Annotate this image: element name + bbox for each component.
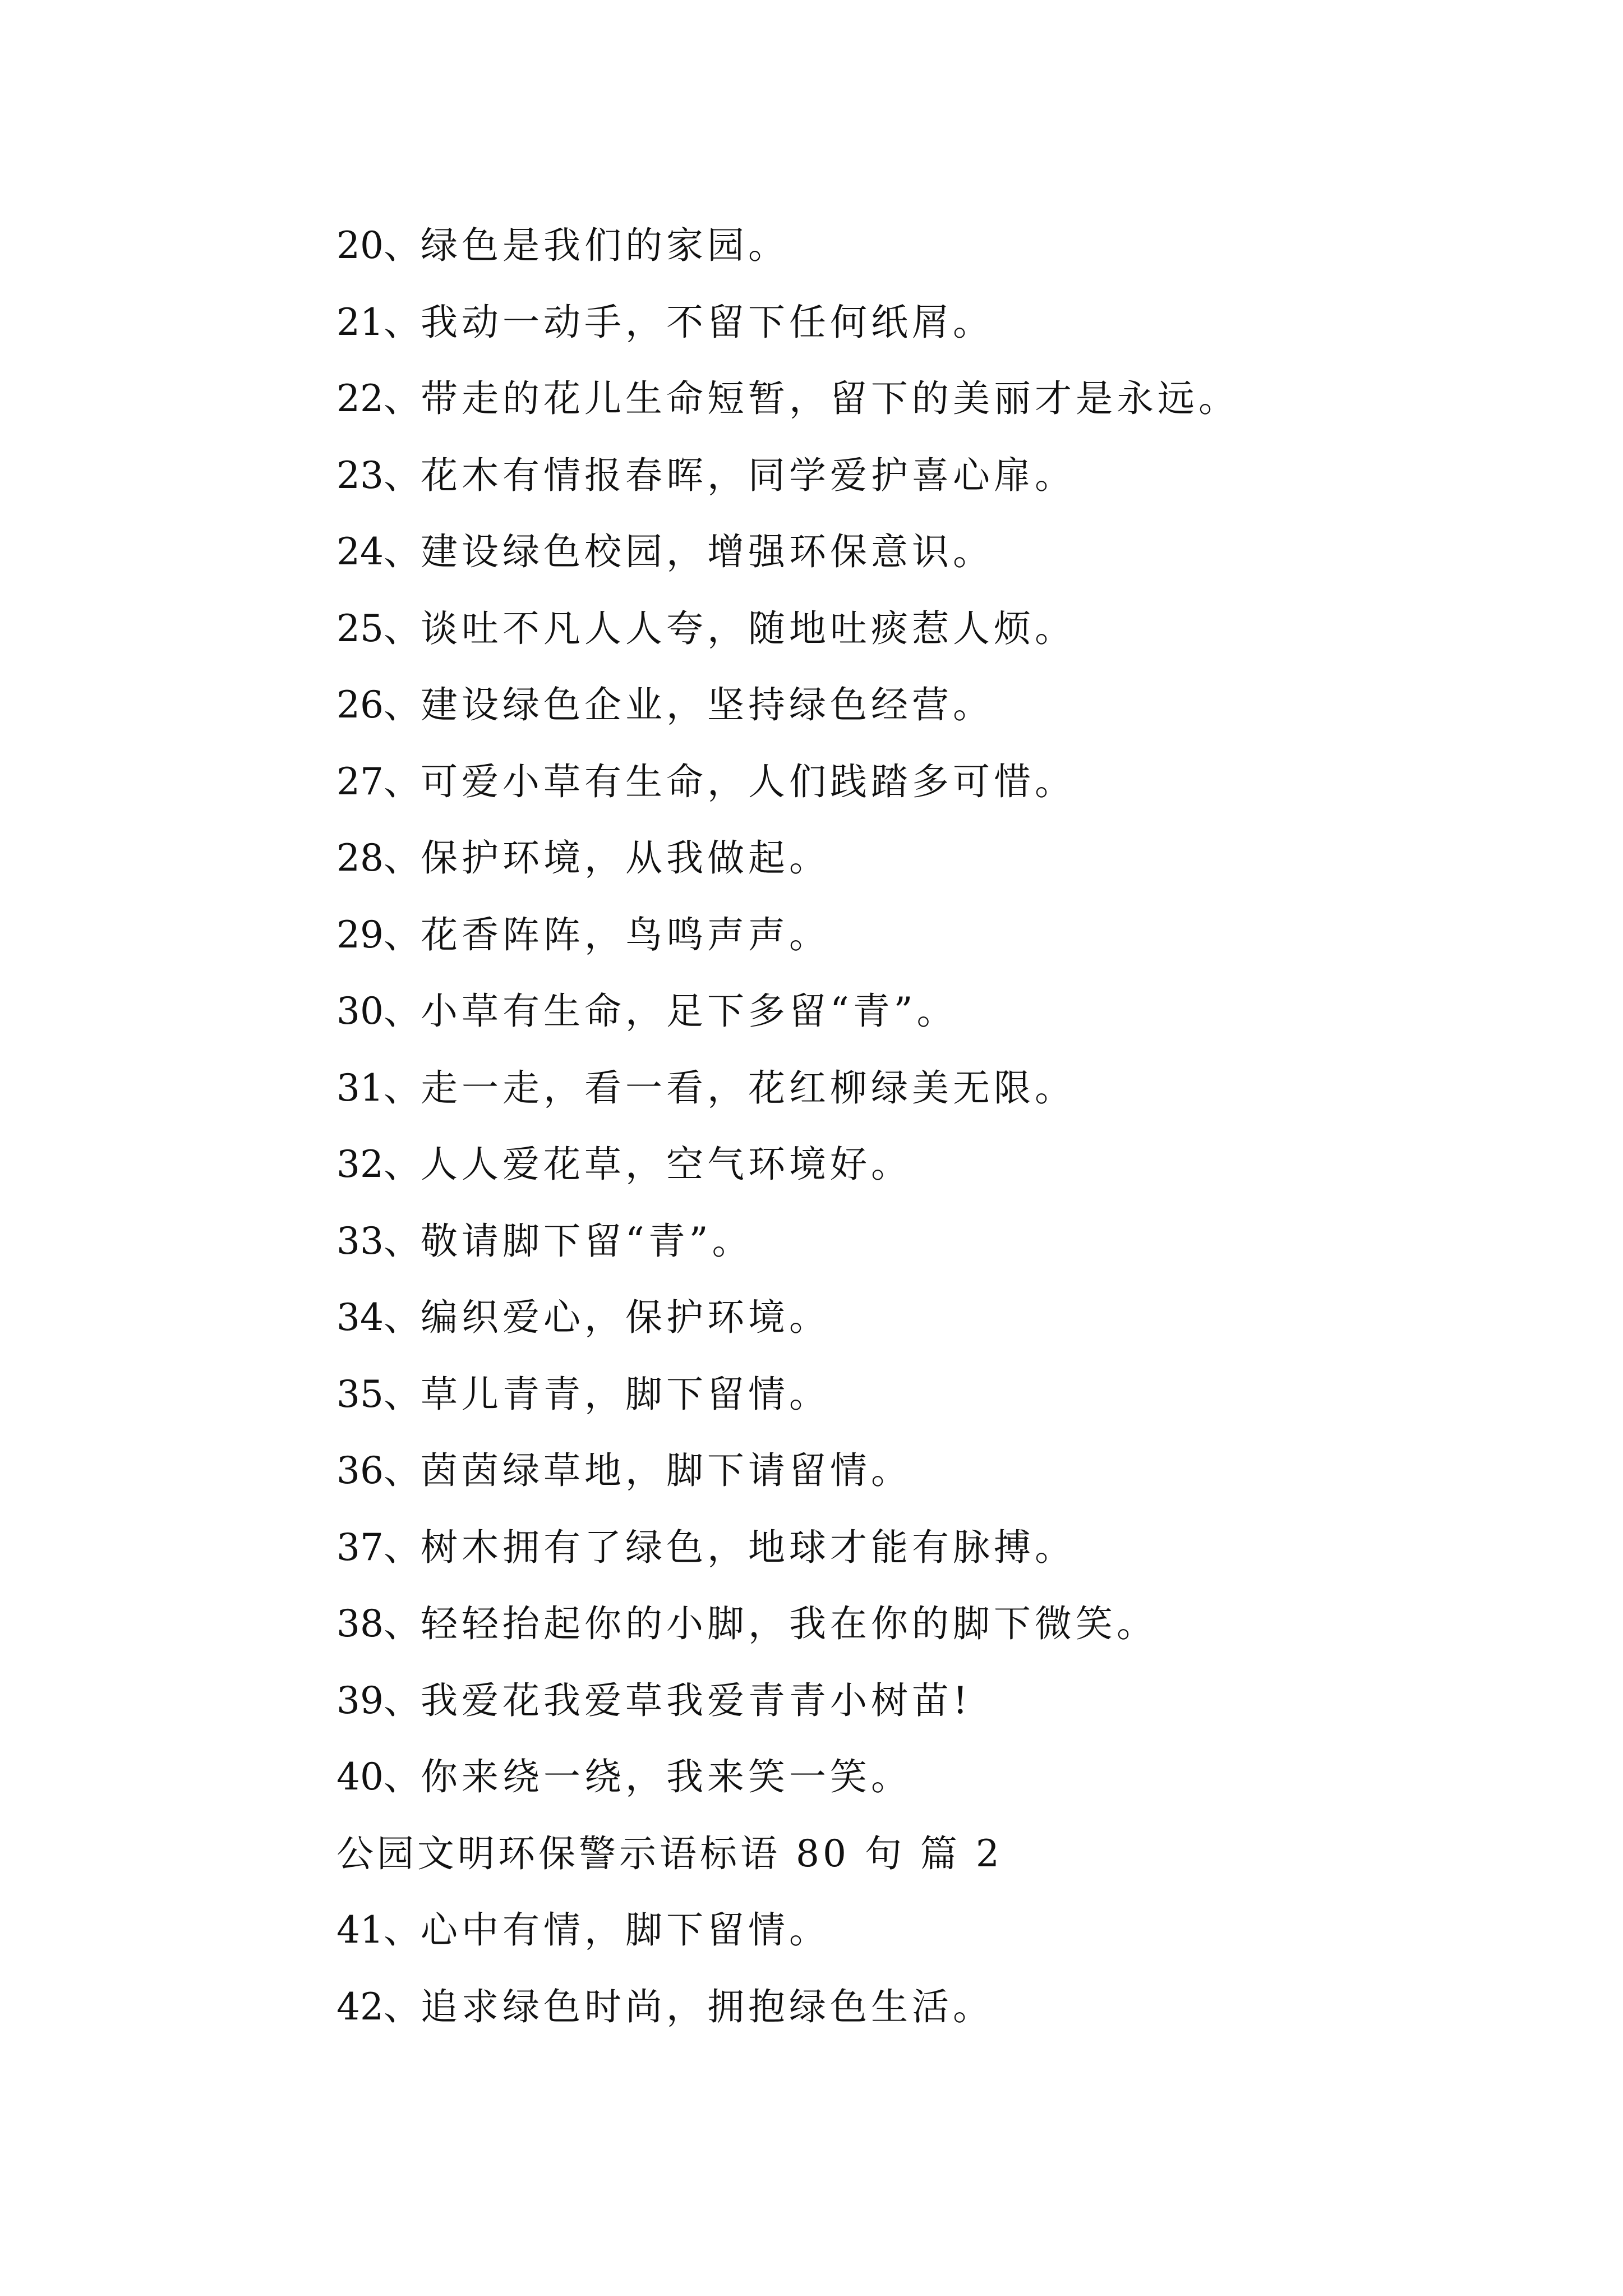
item-text: 编织爱心，保护环境。 <box>420 1296 830 1339</box>
item-number: 25、 <box>336 606 421 650</box>
item-text: 建设绿色校园，增强环保意识。 <box>420 530 994 573</box>
item-text: 谈吐不凡人人夸，随地吐痰惹人烦。 <box>420 606 1076 650</box>
list-item <box>336 1969 1570 2046</box>
item-text: 敬请脚下留“青”。 <box>420 1219 753 1263</box>
list-item <box>336 973 1570 1050</box>
item-text: 花香阵阵，鸟鸣声声。 <box>420 913 830 956</box>
item-text: 追求绿色时尚，拥抱绿色生活。 <box>420 1985 994 2028</box>
list-item <box>336 1892 1570 1969</box>
item-text: 我动一动手，不留下任何纸屑。 <box>420 300 994 344</box>
item-number: 32、 <box>336 1143 421 1186</box>
item-text: 花木有情报春晖，同学爱护喜心扉。 <box>420 453 1076 497</box>
item-number: 35、 <box>336 1372 421 1416</box>
list-item <box>336 1203 1570 1280</box>
item-text: 可爱小草有生命，人们践踏多可惜。 <box>420 760 1076 803</box>
list-item <box>336 284 1570 361</box>
item-number: 36、 <box>336 1449 421 1492</box>
item-text: 心中有情，脚下留情。 <box>420 1908 830 1952</box>
item-text: 你来绕一绕，我来笑一笑。 <box>420 1755 912 1798</box>
item-text: 带走的花儿生命短暂，留下的美丽才是永远。 <box>420 377 1239 420</box>
list-item <box>336 438 1570 514</box>
item-text: 绿色是我们的家园。 <box>420 224 789 267</box>
list-item <box>336 1739 1570 1816</box>
item-number: 27、 <box>336 760 421 803</box>
item-number: 41、 <box>336 1908 421 1952</box>
list-item <box>336 1586 1570 1663</box>
list-item <box>336 361 1570 438</box>
list-item <box>336 208 1570 284</box>
item-number: 42、 <box>336 1985 421 2028</box>
list-item <box>336 744 1570 821</box>
item-text: 建设绿色企业，坚持绿色经营。 <box>420 683 994 726</box>
item-number: 29、 <box>336 913 421 956</box>
list-item <box>336 514 1570 591</box>
list-item <box>336 1050 1570 1127</box>
item-number: 30、 <box>336 990 421 1033</box>
item-text: 保护环境，从我做起。 <box>420 836 830 880</box>
item-text: 树木拥有了绿色，地球才能有脉搏。 <box>420 1525 1076 1569</box>
list-item <box>336 897 1570 974</box>
item-number: 23、 <box>336 453 421 497</box>
item-text: 茵茵绿草地，脚下请留情。 <box>420 1449 912 1492</box>
item-number: 37、 <box>336 1525 421 1569</box>
item-number: 33、 <box>336 1219 421 1263</box>
item-number: 34、 <box>336 1296 421 1339</box>
item-number: 28、 <box>336 836 421 880</box>
list-item <box>336 591 1570 668</box>
list-item <box>336 1510 1570 1586</box>
item-text: 我爱花我爱草我爱青青小树苗! <box>420 1678 972 1722</box>
section-heading: 公园文明环保警示语标语 80 句 篇 2 <box>336 1832 1003 1875</box>
list-item <box>336 820 1570 897</box>
item-number: 39、 <box>336 1678 421 1722</box>
list-item <box>336 1663 1570 1740</box>
item-text: 走一走，看一看，花红柳绿美无限。 <box>420 1066 1076 1110</box>
item-text: 草儿青青，脚下留情。 <box>420 1372 830 1416</box>
list-item <box>336 1126 1570 1203</box>
list-item <box>336 667 1570 744</box>
document-body <box>336 208 1570 2045</box>
item-number: 26、 <box>336 683 421 726</box>
item-text: 人人爱花草，空气环境好。 <box>420 1143 912 1186</box>
list-item <box>336 1280 1570 1356</box>
list-item <box>336 1356 1570 1433</box>
item-number: 21、 <box>336 300 421 344</box>
item-number: 38、 <box>336 1602 421 1645</box>
item-text: 小草有生命，足下多留“青”。 <box>420 990 958 1033</box>
item-number: 20、 <box>336 224 421 267</box>
item-number: 40、 <box>336 1755 421 1798</box>
list-item <box>336 1433 1570 1510</box>
item-text: 轻轻抬起你的小脚，我在你的脚下微笑。 <box>420 1602 1158 1645</box>
item-number: 31、 <box>336 1066 421 1110</box>
item-number: 24、 <box>336 530 421 573</box>
item-number: 22、 <box>336 377 421 420</box>
